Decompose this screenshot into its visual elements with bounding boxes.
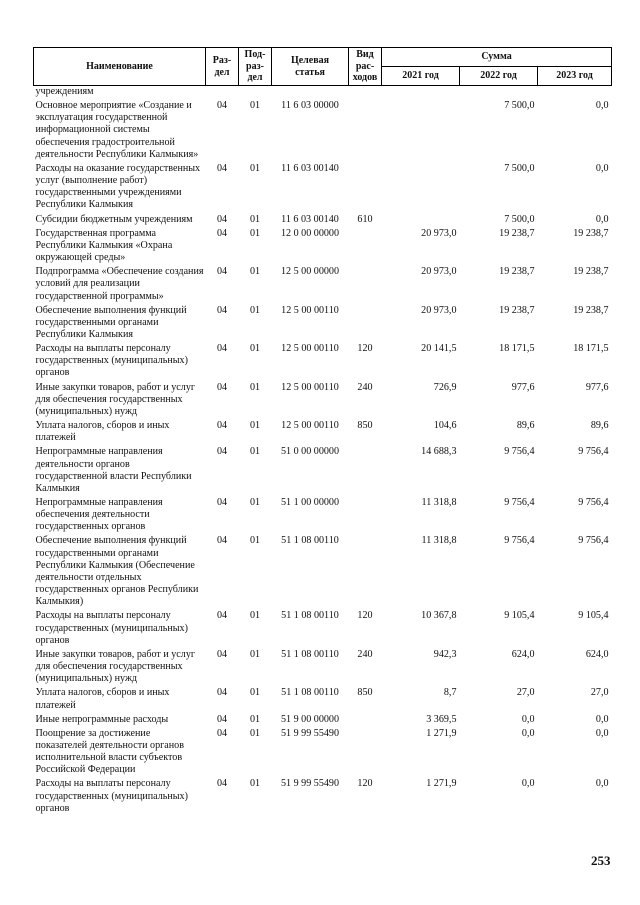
table-row — [34, 649, 612, 687]
cell-target: 51 1 08 00110 — [281, 648, 339, 660]
cell-target: 51 1 00 00000 — [280, 497, 340, 508]
cell-2022: 89,6 — [516, 420, 535, 432]
cell-2023: 977,6 — [585, 381, 609, 393]
cell-2022: 977,6 — [511, 381, 535, 393]
cell-section: 04 — [216, 266, 228, 278]
cell-target: 51 9 00 00000 — [280, 713, 340, 725]
cell-2023: 9 756,4 — [578, 446, 609, 458]
cell-name: Основное мероприятие «Создание и эксплуатация государственной информационной системы обеспечения градостроительной деятельности Республики Калмыкия» — [35, 100, 199, 160]
cell-2021: 1 271,9 — [426, 727, 457, 739]
cell-2022: 9 756,4 — [504, 446, 535, 458]
cell-name: Обеспечение выполнения функций государственными органами Республики Калмыкия — [35, 304, 187, 340]
cell-expense-type — [349, 266, 382, 304]
cell-name: Расходы на выплаты персоналу государственных (муниципальных) органов — [35, 778, 188, 814]
cell-2021 — [382, 163, 460, 214]
cell-2021 — [382, 214, 460, 228]
cell-section: 04 — [216, 713, 228, 725]
cell-name: Непрограммные направления обеспечения деятельности государственных органов — [35, 497, 163, 533]
cell-2022: 0,0 — [521, 713, 535, 725]
cell-subsection: 01 — [249, 100, 261, 112]
cell-2021: 104,6 — [433, 420, 457, 432]
page-number: 253 — [591, 853, 611, 868]
cell-2022: 9 105,4 — [504, 610, 535, 622]
cell-2021: 1 271,9 — [426, 778, 457, 790]
table-row — [34, 610, 612, 648]
cell-subsection — [239, 86, 272, 101]
cell-target: 11 6 03 00140 — [281, 162, 339, 174]
cell-expense-type — [349, 100, 382, 163]
table-row — [34, 163, 612, 214]
table-row — [34, 266, 612, 304]
cell-subsection: 01 — [249, 213, 261, 225]
table-row — [34, 535, 612, 610]
cell-section: 04 — [216, 227, 228, 239]
cell-expense-type — [349, 86, 382, 101]
cell-2021: 20 141,5 — [421, 343, 457, 355]
cell-section: 04 — [216, 213, 228, 225]
table-row — [34, 728, 612, 779]
cell-expense-type: 850 — [357, 687, 373, 699]
cell-2023: 0,0 — [595, 713, 609, 725]
cell-name: Иные закупки товаров, работ и услуг для обеспечения государственных (муниципальных) нужд — [35, 381, 196, 417]
cell-2022: 19 238,7 — [499, 266, 535, 278]
cell-section: 04 — [216, 343, 228, 355]
cell-target: 51 9 99 55490 — [280, 778, 340, 790]
cell-subsection: 01 — [249, 162, 261, 174]
cell-2023: 19 238,7 — [573, 227, 609, 239]
cell-2022: 7 500,0 — [504, 213, 535, 225]
table-row — [34, 382, 612, 420]
cell-name: Государственная программа Республики Калмыкия «Охрана окружающей среды» — [35, 227, 173, 264]
cell-2023: 19 238,7 — [573, 266, 609, 278]
cell-section: 04 — [216, 687, 228, 699]
cell-2022: 0,0 — [521, 778, 535, 790]
header-year-2021: 2021 год — [382, 67, 460, 86]
cell-2021: 11 318,8 — [421, 497, 457, 508]
cell-expense-type — [349, 446, 382, 497]
cell-subsection: 01 — [249, 446, 261, 458]
cell-name: Расходы на выплаты персоналу государственных (муниципальных) органов — [35, 343, 188, 379]
header-sum: Сумма — [382, 48, 612, 67]
cell-target — [272, 86, 349, 101]
cell-subsection: 01 — [249, 687, 261, 699]
cell-expense-type — [349, 497, 382, 535]
cell-expense-type — [349, 228, 382, 266]
cell-name: Уплата налогов, сборов и иных платежей — [35, 687, 170, 711]
cell-2023: 9 756,4 — [578, 535, 609, 547]
cell-2022: 7 500,0 — [504, 162, 535, 174]
cell-2022: 18 171,5 — [499, 343, 535, 355]
cell-2023: 624,0 — [585, 648, 609, 660]
cell-2021: 3 369,5 — [426, 713, 457, 725]
cell-2021: 11 318,8 — [421, 535, 457, 547]
cell-2021: 726,9 — [433, 381, 457, 393]
cell-2021: 8,7 — [443, 687, 457, 699]
cell-subsection: 01 — [249, 381, 261, 393]
cell-subsection: 01 — [249, 727, 261, 739]
cell-2023: 0,0 — [595, 778, 609, 790]
cell-target: 12 5 00 00110 — [281, 381, 339, 393]
cell-target: 51 1 08 00110 — [281, 610, 339, 622]
cell-target: 12 5 00 00110 — [281, 304, 339, 316]
table-row — [34, 687, 612, 713]
cell-section: 04 — [216, 610, 228, 622]
cell-2022: 624,0 — [511, 648, 535, 660]
table-row — [34, 446, 612, 497]
table-row — [34, 228, 612, 266]
cell-2023: 18 171,5 — [573, 343, 609, 355]
cell-2023: 19 238,7 — [573, 304, 609, 316]
table-row — [34, 100, 612, 163]
cell-2021: 942,3 — [433, 648, 457, 660]
cell-section: 04 — [216, 727, 228, 739]
cell-expense-type: 120 — [357, 610, 373, 622]
cell-section: 04 — [216, 162, 228, 174]
cell-2022: 27,0 — [516, 687, 535, 699]
cell-section: 04 — [216, 446, 228, 458]
cell-2022: 9 756,4 — [504, 535, 535, 547]
cell-2023: 0,0 — [595, 727, 609, 739]
cell-expense-type: 240 — [357, 381, 373, 393]
cell-subsection: 01 — [249, 610, 261, 622]
table-body — [34, 86, 612, 817]
cell-expense-type — [349, 535, 382, 610]
cell-2021 — [382, 86, 460, 101]
cell-2021: 10 367,8 — [421, 610, 457, 622]
cell-target: 12 0 00 00000 — [280, 227, 340, 239]
cell-subsection: 01 — [249, 304, 261, 316]
cell-expense-type — [349, 714, 382, 728]
cell-expense-type: 120 — [357, 778, 373, 790]
cell-2023 — [538, 86, 612, 101]
cell-name: Субсидии бюджетным учреждениям — [35, 213, 193, 225]
cell-section: 04 — [216, 648, 228, 660]
cell-name: Подпрограмма «Обеспечение создания условий для реализации государственной программы» — [35, 266, 204, 302]
cell-subsection: 01 — [249, 535, 261, 547]
header-year-2023: 2023 год — [538, 67, 612, 86]
cell-2021: 20 973,0 — [421, 304, 457, 316]
cell-2023: 9 756,4 — [578, 497, 609, 508]
cell-section: 04 — [216, 304, 228, 316]
budget-table — [33, 47, 612, 817]
cell-2021: 20 973,0 — [421, 266, 457, 278]
cell-section — [206, 86, 239, 101]
cell-section: 04 — [216, 420, 228, 432]
cell-subsection: 01 — [249, 497, 261, 508]
cell-2022: 19 238,7 — [499, 227, 535, 239]
cell-2023: 0,0 — [595, 213, 609, 225]
table-row — [34, 497, 612, 535]
header-expense-type: Вид рас- ходов — [349, 48, 382, 86]
cell-expense-type — [349, 163, 382, 214]
table-row — [34, 214, 612, 228]
cell-name: Обеспечение выполнения функций государственными органами Республики Калмыкия (Обеспечение деятельности отдельных государственных органов Республики Калмыкия) — [35, 535, 199, 608]
cell-section: 04 — [216, 778, 228, 790]
cell-name: Расходы на выплаты персоналу государственных (муниципальных) органов — [35, 610, 188, 646]
cell-subsection: 01 — [249, 778, 261, 790]
cell-subsection: 01 — [249, 713, 261, 725]
cell-subsection: 01 — [249, 420, 261, 432]
cell-name: учреждениям — [35, 86, 94, 97]
cell-2021: 14 688,3 — [421, 446, 457, 458]
cell-name: Поощрение за достижение показателей деятельности органов исполнительной власти субъектов Российской Федерации — [35, 727, 184, 776]
cell-2023: 9 105,4 — [578, 610, 609, 622]
cell-target: 12 5 00 00110 — [281, 343, 339, 355]
cell-2022 — [460, 86, 538, 101]
cell-target: 11 6 03 00000 — [281, 100, 339, 112]
cell-target: 51 1 08 00110 — [281, 687, 339, 699]
cell-2023: 27,0 — [590, 687, 609, 699]
cell-2021 — [382, 100, 460, 163]
header-section: Раз- дел — [206, 48, 239, 86]
cell-target: 51 9 99 55490 — [280, 727, 340, 739]
table-row — [34, 305, 612, 343]
cell-2022: 9 756,4 — [504, 497, 535, 508]
cell-2022: 0,0 — [521, 727, 535, 739]
header-name: Наименование — [34, 48, 206, 86]
table-row — [34, 343, 612, 381]
cell-2022: 7 500,0 — [504, 100, 535, 112]
cell-name: Расходы на оказание государственных услуг (выполнение работ) государственными учреждениями Республики Калмыкия — [35, 162, 201, 211]
cell-target: 51 1 08 00110 — [281, 535, 339, 547]
budget-table-page — [33, 47, 611, 817]
header-year-2022: 2022 год — [460, 67, 538, 86]
cell-target: 12 5 00 00000 — [280, 266, 340, 278]
cell-section: 04 — [216, 100, 228, 112]
cell-2022: 19 238,7 — [499, 304, 535, 316]
cell-expense-type: 240 — [357, 648, 373, 660]
cell-section: 04 — [216, 381, 228, 393]
cell-name: Иные непрограммные расходы — [35, 713, 169, 725]
cell-expense-type: 120 — [357, 343, 373, 355]
cell-subsection: 01 — [249, 227, 261, 239]
cell-2023: 89,6 — [590, 420, 609, 432]
cell-target: 51 0 00 00000 — [280, 446, 340, 458]
cell-section: 04 — [216, 497, 228, 508]
cell-2021: 20 973,0 — [421, 227, 457, 239]
cell-expense-type — [349, 728, 382, 779]
table-row — [34, 778, 612, 816]
cell-subsection: 01 — [249, 343, 261, 355]
cell-subsection: 01 — [249, 648, 261, 660]
cell-name: Непрограммные направления деятельности органов государственной власти Республики Калмыкия — [35, 446, 192, 494]
header-subsection: Под- раз- дел — [239, 48, 272, 86]
cell-expense-type: 850 — [357, 420, 373, 432]
table-row — [34, 714, 612, 728]
cell-target: 11 6 03 00140 — [281, 213, 339, 225]
table-row — [34, 86, 612, 101]
table-header — [34, 48, 612, 86]
cell-expense-type: 610 — [357, 213, 373, 225]
cell-2023: 0,0 — [595, 162, 609, 174]
cell-2023: 0,0 — [595, 100, 609, 112]
cell-name: Уплата налогов, сборов и иных платежей — [35, 420, 170, 444]
cell-section: 04 — [216, 535, 228, 547]
cell-name: Иные закупки товаров, работ и услуг для обеспечения государственных (муниципальных) нужд — [35, 648, 196, 685]
cell-expense-type — [349, 305, 382, 343]
header-target: Целевая статья — [272, 48, 349, 86]
cell-subsection: 01 — [249, 266, 261, 278]
cell-target: 12 5 00 00110 — [281, 420, 339, 432]
table-row — [34, 420, 612, 446]
